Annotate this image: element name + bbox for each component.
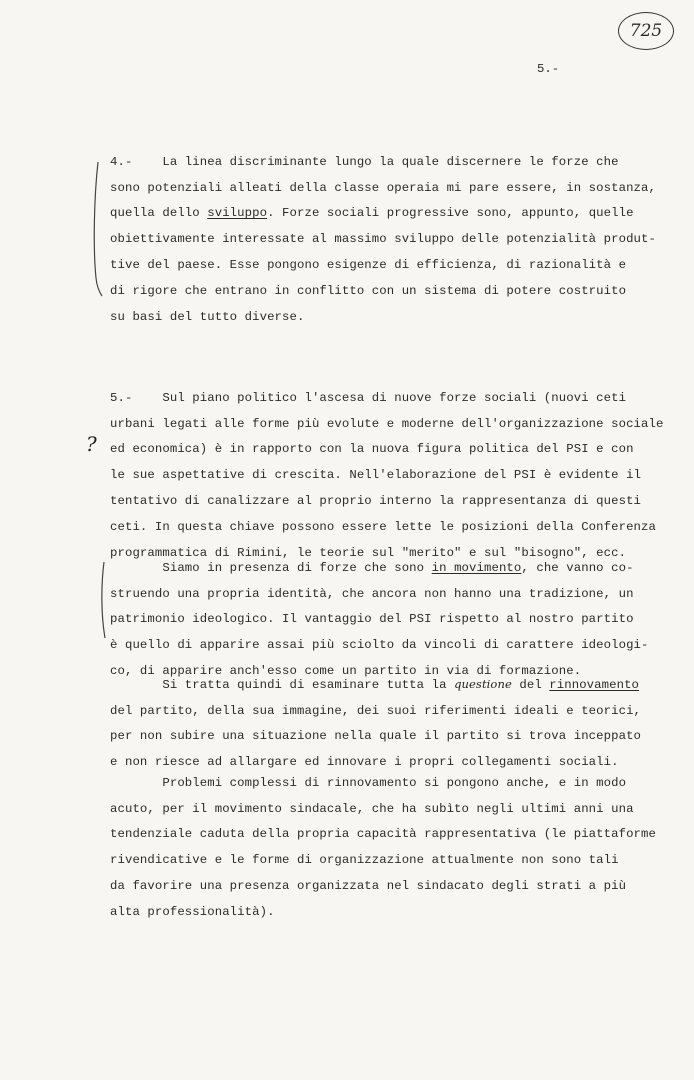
text-line: ed economica) è in rapporto con la nuova figura politica del PSI e con	[110, 442, 634, 457]
margin-question-mark: ?	[86, 432, 97, 456]
underlined-word: sviluppo	[207, 206, 268, 221]
text-line: da favorire una presenza organizzata nel sindacato degli strati a più	[110, 878, 627, 893]
text-line: , che vanno co-	[521, 560, 634, 575]
text-line: patrimonio ideologico. Il vantaggio del PSI rispetto al nostro partito	[110, 612, 634, 627]
text-line: e non riesce ad allargare ed innovare i propri collegamenti sociali.	[110, 755, 619, 770]
text-line: tentativo di canalizzare al proprio interno la rappresentanza di questi	[110, 493, 642, 508]
text-line: su basi del tutto diverse.	[110, 309, 305, 324]
margin-bracket-mark	[98, 560, 110, 642]
text-line: ceti. In questa chiave possono essere lette le posizioni della Conferenza	[110, 519, 656, 534]
handwritten-insertion: questione	[454, 676, 512, 691]
text-line: tendenziale caduta della propria capacità rappresentativa (le piattaforme	[110, 827, 656, 842]
text-line: struendo una propria identità, che ancora non hanno una tradizione, un	[110, 586, 634, 601]
page-number: 5.-	[537, 62, 560, 76]
section-5-paragraph-4	[110, 745, 656, 951]
text-line: 5.- Sul piano politico l'ascesa di nuove forze sociali (nuovi ceti	[110, 390, 627, 405]
text-line: sono potenziali alleati della classe operaia mi pare essere, in sostanza,	[110, 180, 656, 195]
text-line: per non subire una situazione nella quale il partito si trova inceppato	[110, 729, 642, 744]
text-line: Siamo in presenza di forze che sono	[110, 560, 432, 575]
text-line: co, di apparire anch'esso come un partito in via di formazione.	[110, 663, 582, 678]
text-line: Problemi complessi di rinnovamento si pongono anche, e in modo	[110, 775, 627, 790]
text-line: acuto, per il movimento sindacale, che ha subìto negli ultimi anni una	[110, 801, 634, 816]
underlined-word: rinnovamento	[549, 677, 640, 692]
text-line: programmatica di Rimini, le teorie sul "merito" e sul "bisogno", ecc.	[110, 545, 627, 560]
text-line: del partito, della sua immagine, dei suoi riferimenti ideali e teorici,	[110, 703, 642, 718]
text-line: tive del paese. Esse pongono esigenze di efficienza, di razionalità e	[110, 257, 627, 272]
margin-bracket-mark	[90, 158, 104, 300]
text-line: obiettivamente interessate al massimo sviluppo delle potenzialità produt-	[110, 232, 656, 247]
corrected-word: sue	[132, 468, 155, 483]
text-line: di rigore che entrano in conflitto con un sistema di potere costruito	[110, 283, 627, 298]
text-line: rivendicative e le forme di organizzazione attualmente non sono tali	[110, 853, 619, 868]
text-line: è quello di apparire assai più sciolto da vincoli di carattere ideologi-	[110, 638, 649, 653]
text-line: aspettative di crescita. Nell'elaborazione del PSI è evidente il	[154, 468, 642, 483]
text-line: del	[511, 677, 550, 692]
text-line: quella dello	[110, 206, 208, 221]
section-4	[110, 124, 656, 356]
underlined-phrase: in movimento	[431, 560, 522, 575]
archive-page-stamp	[618, 12, 674, 50]
text-line: urbani legati alle forme più evolute e moderne dell'organizzazione sociale	[110, 416, 664, 431]
text-line: . Forze sociali progressive sono, appunto, quelle	[267, 206, 634, 221]
stamp-text: 725	[629, 21, 663, 41]
text-line: 4.- La linea discriminante lungo la quale discernere le forze che	[110, 154, 619, 169]
text-line: le	[110, 468, 133, 483]
text-line: alta professionalità).	[110, 904, 275, 919]
text-line: Si tratta quindi di esaminare tutta la	[110, 677, 455, 692]
